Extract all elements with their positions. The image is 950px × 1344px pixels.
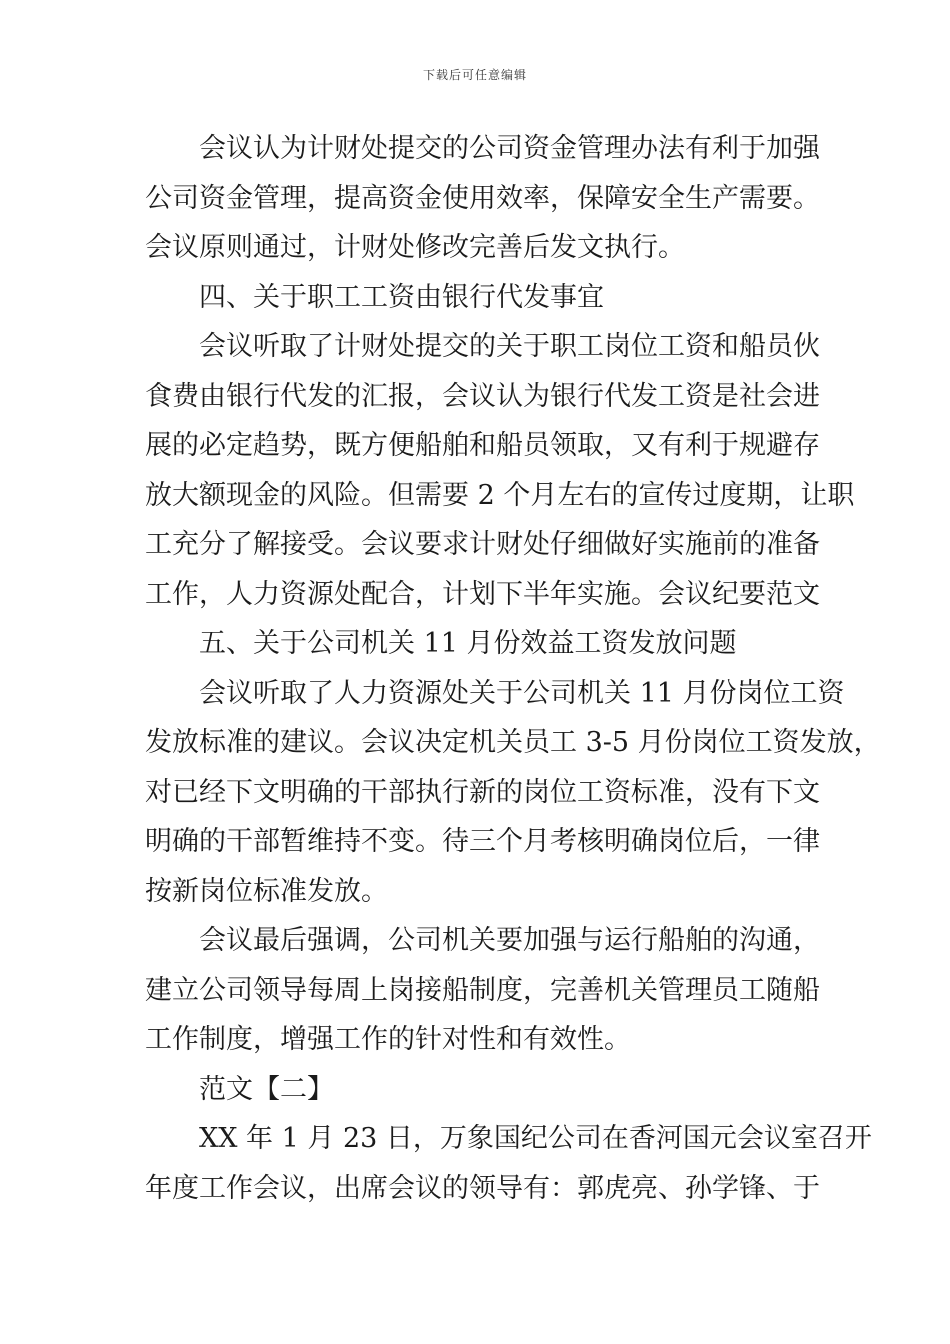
- text-line: 会议认为计财处提交的公司资金管理办法有利于加强: [199, 133, 820, 164]
- text-line: 会议听取了计财处提交的关于职工岗位工资和船员伙: [199, 331, 820, 362]
- text-line: 工作制度，增强工作的针对性和有效性。: [145, 1024, 631, 1055]
- section-heading-four: [145, 273, 810, 323]
- paragraph-fund-management: [145, 124, 820, 273]
- text-line: 工作，人力资源处配合，计划下半年实施。会议纪要范文: [145, 578, 820, 610]
- document-body: [145, 124, 881, 1213]
- text-line: 会议最后强调，公司机关要加强与运行船舶的沟通，: [199, 925, 820, 956]
- text-line: 对已经下文明确的干部执行新的岗位工资标准，没有下文: [145, 776, 820, 808]
- paragraph-bank-payroll: [145, 322, 855, 619]
- text-line: 会议听取了人力资源处关于公司机关 11 月份岗位工资: [199, 677, 845, 709]
- heading-line: 五、关于公司机关 11 月份效益工资发放问题: [199, 628, 737, 659]
- text-line: 工充分了解接受。会议要求计财处仔细做好实施前的准备: [145, 529, 820, 560]
- section-heading-five: [145, 619, 810, 669]
- text-line: 食费由银行代发的汇报，会议认为银行代发工资是社会进: [145, 380, 820, 412]
- text-line: 放大额现金的风险。但需要 2 个月左右的宣传过度期，让职: [145, 479, 855, 511]
- text-line: 建立公司领导每周上岗接船制度，完善机关管理员工随船: [145, 974, 820, 1006]
- text-line: 会议原则通过，计财处修改完善后发文执行。: [145, 232, 685, 263]
- text-line: XX 年 1 月 23 日，万象国纪公司在香河国元会议室召开: [199, 1123, 872, 1154]
- heading-line: 范文【二】: [199, 1073, 334, 1105]
- paragraph-annual-meeting: [145, 1114, 872, 1213]
- paragraph-closing-emphasis: [145, 916, 820, 1065]
- text-line: 明确的干部暂维持不变。待三个月考核明确岗位后，一律: [145, 826, 820, 857]
- text-line: 发放标准的建议。会议决定机关员工 3-5 月份岗位工资发放，: [145, 727, 881, 758]
- text-line: 年度工作会议，出席会议的领导有：郭虎亮、孙学锋、于: [145, 1172, 820, 1204]
- text-line: 公司资金管理，提高资金使用效率，保障安全生产需要。: [145, 182, 820, 214]
- paragraph-wage-standard: [145, 669, 881, 917]
- text-line: 展的必定趋势，既方便船舶和船员领取，又有利于规避存: [145, 430, 820, 461]
- page-header: 下载后可任意编辑: [422, 68, 527, 82]
- section-heading-example-two: [145, 1065, 810, 1115]
- text-line: 按新岗位标准发放。: [145, 875, 388, 907]
- heading-line: 四、关于职工工资由银行代发事宜: [199, 281, 604, 313]
